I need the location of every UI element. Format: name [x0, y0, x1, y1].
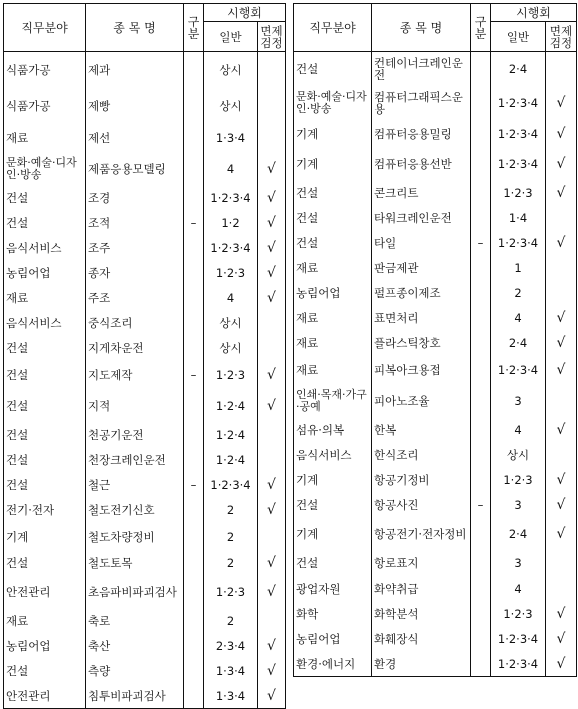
table-row: [294, 418, 577, 443]
table-row: [4, 236, 286, 261]
exempt-cell: √: [258, 473, 286, 498]
division-cell: [184, 236, 204, 261]
name-cell: 판금제관: [372, 256, 471, 281]
general-cell: 1·2: [204, 211, 258, 236]
table-row: [4, 186, 286, 211]
field-cell: 음식서비스: [4, 311, 86, 336]
header-division: 구분: [471, 4, 491, 52]
name-cell: 중식조리: [86, 311, 184, 336]
division-cell: [184, 423, 204, 448]
general-cell: 1·3·4: [204, 684, 258, 709]
division-cell: [471, 181, 491, 206]
table-row: [4, 609, 286, 634]
name-cell: 항공사진: [372, 493, 471, 518]
name-cell: 축로: [86, 609, 184, 634]
table-row: [294, 576, 577, 602]
field-cell: 문화·예술·디자인·방송: [4, 152, 86, 186]
general-cell: 2: [204, 498, 258, 523]
table-row: [4, 88, 286, 124]
exempt-cell: √: [258, 261, 286, 286]
table-row: [4, 523, 286, 551]
name-cell: 항로표지: [372, 551, 471, 576]
name-cell: 한복: [372, 418, 471, 443]
name-cell: 펄프종이제조: [372, 281, 471, 306]
table-row: [294, 356, 577, 384]
exempt-cell: [546, 256, 577, 281]
field-cell: 음식서비스: [4, 236, 86, 261]
general-cell: 1·2·3·4: [204, 186, 258, 211]
name-cell: 축산: [86, 634, 184, 659]
general-cell: 1·2·3·4: [491, 148, 546, 181]
name-cell: 화훼장식: [372, 627, 471, 652]
exempt-cell: √: [258, 361, 286, 389]
general-cell: 1·2·3·4: [491, 86, 546, 120]
division-cell: [184, 576, 204, 609]
division-cell: [184, 448, 204, 473]
exempt-cell: √: [258, 152, 286, 186]
table-row: [4, 684, 286, 709]
right-table: [293, 3, 577, 677]
general-cell: 1·2·3: [204, 361, 258, 389]
name-cell: 침투비파괴검사: [86, 684, 184, 709]
exempt-cell: √: [546, 306, 577, 331]
name-cell: 항공전기·전자정비: [372, 518, 471, 551]
right-table-body: [294, 52, 577, 677]
header-field: 직무분야: [4, 4, 86, 52]
name-cell: 철도전기신호: [86, 498, 184, 523]
general-cell: 상시: [491, 443, 546, 468]
table-row: [4, 52, 286, 88]
field-cell: 건설: [4, 423, 86, 448]
exempt-cell: [258, 523, 286, 551]
name-cell: 조경: [86, 186, 184, 211]
field-cell: 건설: [4, 211, 86, 236]
left-table: [3, 3, 286, 709]
division-cell: [471, 518, 491, 551]
field-cell: 건설: [4, 473, 86, 498]
division-cell: [471, 384, 491, 418]
general-cell: 1·4: [491, 206, 546, 231]
general-cell: 4: [491, 418, 546, 443]
field-cell: 기계: [294, 518, 372, 551]
table-row: [4, 124, 286, 152]
general-cell: 4: [204, 286, 258, 311]
table-row: [294, 627, 577, 652]
general-cell: 3: [491, 384, 546, 418]
header-general: 일반: [491, 22, 546, 52]
table-row: [4, 551, 286, 576]
division-cell: –: [184, 361, 204, 389]
table-row: [294, 281, 577, 306]
exempt-cell: [258, 124, 286, 152]
general-cell: 상시: [204, 52, 258, 88]
name-cell: 제과: [86, 52, 184, 88]
exempt-cell: √: [258, 576, 286, 609]
table-row: [4, 473, 286, 498]
field-cell: 건설: [4, 361, 86, 389]
name-cell: 조적: [86, 211, 184, 236]
exempt-cell: √: [546, 181, 577, 206]
field-cell: 건설: [4, 448, 86, 473]
division-cell: [471, 627, 491, 652]
exempt-cell: √: [258, 389, 286, 423]
division-cell: [471, 120, 491, 148]
table-row: [294, 551, 577, 576]
name-cell: 컨테이너크레인운전: [372, 52, 471, 86]
name-cell: 지도제작: [86, 361, 184, 389]
division-cell: –: [184, 211, 204, 236]
general-cell: 2·4: [491, 52, 546, 86]
division-cell: –: [471, 231, 491, 256]
field-cell: 건설: [4, 659, 86, 684]
field-cell: 섬유·의복: [294, 418, 372, 443]
name-cell: 피복아크용접: [372, 356, 471, 384]
field-cell: 환경·에너지: [294, 652, 372, 677]
exempt-cell: √: [546, 418, 577, 443]
division-cell: [471, 306, 491, 331]
field-cell: 광업자원: [294, 576, 372, 602]
name-cell: 천공기운전: [86, 423, 184, 448]
exempt-cell: [258, 311, 286, 336]
table-row: [294, 443, 577, 468]
division-cell: [471, 418, 491, 443]
table-row: [294, 181, 577, 206]
name-cell: 화약취급: [372, 576, 471, 602]
field-cell: 건설: [294, 551, 372, 576]
general-cell: 1: [491, 256, 546, 281]
exempt-cell: [546, 443, 577, 468]
division-cell: [471, 281, 491, 306]
table-row: [4, 211, 286, 236]
table-row: [294, 148, 577, 181]
division-cell: [471, 468, 491, 493]
division-cell: [184, 286, 204, 311]
table-row: [294, 52, 577, 86]
division-cell: [184, 261, 204, 286]
general-cell: 1·2·3·4: [491, 231, 546, 256]
table-row: [4, 576, 286, 609]
field-cell: 농림어업: [4, 634, 86, 659]
exempt-cell: √: [258, 498, 286, 523]
exempt-cell: [546, 576, 577, 602]
division-cell: [471, 602, 491, 627]
header-name: 종 목 명: [86, 4, 184, 52]
table-row: [294, 206, 577, 231]
general-cell: 1·2·3·4: [491, 356, 546, 384]
field-cell: 건설: [4, 389, 86, 423]
field-cell: 식품가공: [4, 52, 86, 88]
name-cell: 타일: [372, 231, 471, 256]
general-cell: 1·2·3: [491, 468, 546, 493]
field-cell: 건설: [294, 181, 372, 206]
name-cell: 조주: [86, 236, 184, 261]
exempt-cell: √: [258, 286, 286, 311]
name-cell: 주조: [86, 286, 184, 311]
name-cell: 종자: [86, 261, 184, 286]
field-cell: 음식서비스: [294, 443, 372, 468]
left-table-body: [4, 52, 286, 709]
header-exam: 시행회: [204, 4, 286, 22]
general-cell: 2: [204, 523, 258, 551]
table-row: [4, 361, 286, 389]
exempt-cell: √: [546, 148, 577, 181]
table-row: [294, 231, 577, 256]
division-cell: [471, 331, 491, 356]
header-exam: 시행회: [491, 4, 577, 22]
exempt-cell: [546, 384, 577, 418]
division-cell: [471, 576, 491, 602]
division-cell: [184, 523, 204, 551]
general-cell: 4: [491, 576, 546, 602]
field-cell: 안전관리: [4, 576, 86, 609]
table-row: [294, 602, 577, 627]
field-cell: 안전관리: [4, 684, 86, 709]
table-row: [4, 448, 286, 473]
field-cell: 식품가공: [4, 88, 86, 124]
general-cell: 1·2·3: [491, 602, 546, 627]
general-cell: 4: [204, 152, 258, 186]
exempt-cell: √: [546, 120, 577, 148]
general-cell: 1·2·3: [491, 181, 546, 206]
general-cell: 2·4: [491, 518, 546, 551]
division-cell: [471, 206, 491, 231]
table-row: [294, 331, 577, 356]
division-cell: [184, 684, 204, 709]
table-row: [4, 336, 286, 361]
name-cell: 천장크레인운전: [86, 448, 184, 473]
exempt-cell: √: [546, 627, 577, 652]
table-row: [294, 120, 577, 148]
general-cell: 2: [491, 281, 546, 306]
general-cell: 2: [204, 609, 258, 634]
table-row: [4, 389, 286, 423]
name-cell: 환경: [372, 652, 471, 677]
general-cell: 1·2·3·4: [491, 652, 546, 677]
exempt-cell: [546, 52, 577, 86]
exempt-cell: [258, 609, 286, 634]
division-cell: [184, 551, 204, 576]
name-cell: 제빵: [86, 88, 184, 124]
exempt-cell: [546, 551, 577, 576]
field-cell: 기계: [294, 120, 372, 148]
division-cell: –: [471, 493, 491, 518]
field-cell: 건설: [4, 336, 86, 361]
table-row: [294, 518, 577, 551]
division-cell: [471, 148, 491, 181]
division-cell: [471, 652, 491, 677]
exempt-cell: [258, 88, 286, 124]
name-cell: 지적: [86, 389, 184, 423]
division-cell: –: [184, 473, 204, 498]
table-row: [294, 86, 577, 120]
table-row: [294, 468, 577, 493]
field-cell: 농림어업: [4, 261, 86, 286]
table-row: [294, 384, 577, 418]
exempt-cell: [258, 336, 286, 361]
general-cell: 1·2·3·4: [204, 236, 258, 261]
table-row: [4, 498, 286, 523]
exempt-cell: [546, 281, 577, 306]
division-cell: [184, 659, 204, 684]
name-cell: 한식조리: [372, 443, 471, 468]
general-cell: 1·2·3·4: [491, 120, 546, 148]
name-cell: 컴퓨터그래픽스운용: [372, 86, 471, 120]
general-cell: 1·2·3·4: [204, 473, 258, 498]
division-cell: [471, 356, 491, 384]
name-cell: 화학분석: [372, 602, 471, 627]
division-cell: [184, 498, 204, 523]
general-cell: 2·4: [491, 331, 546, 356]
exempt-cell: √: [546, 468, 577, 493]
name-cell: 초음파비파괴검사: [86, 576, 184, 609]
name-cell: 플라스틱창호: [372, 331, 471, 356]
field-cell: 재료: [4, 286, 86, 311]
exempt-cell: √: [546, 86, 577, 120]
field-cell: 건설: [294, 206, 372, 231]
division-cell: [184, 152, 204, 186]
exempt-cell: √: [546, 331, 577, 356]
field-cell: 재료: [294, 356, 372, 384]
name-cell: 철도차량정비: [86, 523, 184, 551]
field-cell: 건설: [4, 551, 86, 576]
table-row: [294, 652, 577, 677]
general-cell: 4: [491, 306, 546, 331]
exempt-cell: √: [546, 518, 577, 551]
name-cell: 제선: [86, 124, 184, 152]
field-cell: 건설: [4, 186, 86, 211]
table-row: [4, 286, 286, 311]
division-cell: [184, 336, 204, 361]
field-cell: 기계: [4, 523, 86, 551]
exempt-cell: √: [258, 659, 286, 684]
general-cell: 상시: [204, 311, 258, 336]
header-exempt: 면제검정: [258, 22, 286, 52]
field-cell: 전기·전자: [4, 498, 86, 523]
exempt-cell: √: [258, 236, 286, 261]
name-cell: 철도토목: [86, 551, 184, 576]
field-cell: 기계: [294, 468, 372, 493]
field-cell: 재료: [294, 256, 372, 281]
general-cell: 2: [204, 551, 258, 576]
header-name: 종 목 명: [372, 4, 471, 52]
field-cell: 기계: [294, 148, 372, 181]
general-cell: 1·3·4: [204, 659, 258, 684]
name-cell: 철근: [86, 473, 184, 498]
field-cell: 문화·예술·디자인·방송: [294, 86, 372, 120]
name-cell: 콘크리트: [372, 181, 471, 206]
division-cell: [184, 634, 204, 659]
table-row: [4, 311, 286, 336]
division-cell: [184, 52, 204, 88]
table-row: [4, 659, 286, 684]
name-cell: 측량: [86, 659, 184, 684]
field-cell: 재료: [294, 331, 372, 356]
header-division: 구분: [184, 4, 204, 52]
general-cell: 1·2·3: [204, 261, 258, 286]
name-cell: 표면처리: [372, 306, 471, 331]
table-row: [294, 493, 577, 518]
exempt-cell: √: [546, 231, 577, 256]
general-cell: 1·2·4: [204, 389, 258, 423]
header-general: 일반: [204, 22, 258, 52]
name-cell: 컴퓨터응용밀링: [372, 120, 471, 148]
field-cell: 재료: [4, 609, 86, 634]
general-cell: 1·2·3: [204, 576, 258, 609]
general-cell: 2·3·4: [204, 634, 258, 659]
exempt-cell: [258, 423, 286, 448]
exempt-cell: √: [258, 684, 286, 709]
division-cell: [184, 186, 204, 211]
division-cell: [471, 443, 491, 468]
general-cell: 상시: [204, 88, 258, 124]
division-cell: [184, 609, 204, 634]
table-row: [4, 634, 286, 659]
general-cell: 1·2·3·4: [491, 627, 546, 652]
field-cell: 농림어업: [294, 627, 372, 652]
table-row: [294, 256, 577, 281]
field-cell: 인쇄·목재·가구·공예: [294, 384, 372, 418]
general-cell: 1·2·4: [204, 448, 258, 473]
exempt-cell: √: [546, 356, 577, 384]
field-cell: 건설: [294, 231, 372, 256]
exempt-cell: [258, 448, 286, 473]
division-cell: [184, 389, 204, 423]
field-cell: 건설: [294, 493, 372, 518]
division-cell: [184, 124, 204, 152]
table-row: [4, 423, 286, 448]
general-cell: 3: [491, 493, 546, 518]
exempt-cell: √: [546, 493, 577, 518]
division-cell: [471, 52, 491, 86]
exempt-cell: [258, 52, 286, 88]
division-cell: [471, 256, 491, 281]
general-cell: 상시: [204, 336, 258, 361]
header-exempt: 면제검정: [546, 22, 577, 52]
field-cell: 재료: [294, 306, 372, 331]
exempt-cell: √: [546, 652, 577, 677]
general-cell: 3: [491, 551, 546, 576]
name-cell: 항공기정비: [372, 468, 471, 493]
name-cell: 컴퓨터응용선반: [372, 148, 471, 181]
field-cell: 농림어업: [294, 281, 372, 306]
table-row: [4, 152, 286, 186]
header-field: 직무분야: [294, 4, 372, 52]
field-cell: 재료: [4, 124, 86, 152]
division-cell: [184, 88, 204, 124]
general-cell: 1·3·4: [204, 124, 258, 152]
field-cell: 화학: [294, 602, 372, 627]
name-cell: 제품응용모델링: [86, 152, 184, 186]
exempt-cell: √: [546, 602, 577, 627]
table-row: [294, 306, 577, 331]
exempt-cell: √: [258, 634, 286, 659]
general-cell: 1·2·4: [204, 423, 258, 448]
exempt-cell: √: [258, 551, 286, 576]
exempt-cell: [546, 206, 577, 231]
name-cell: 피아노조율: [372, 384, 471, 418]
field-cell: 건설: [294, 52, 372, 86]
division-cell: [184, 311, 204, 336]
table-row: [4, 261, 286, 286]
division-cell: [471, 551, 491, 576]
division-cell: [471, 86, 491, 120]
name-cell: 타워크레인운전: [372, 206, 471, 231]
exempt-cell: √: [258, 186, 286, 211]
exempt-cell: √: [258, 211, 286, 236]
name-cell: 지게차운전: [86, 336, 184, 361]
